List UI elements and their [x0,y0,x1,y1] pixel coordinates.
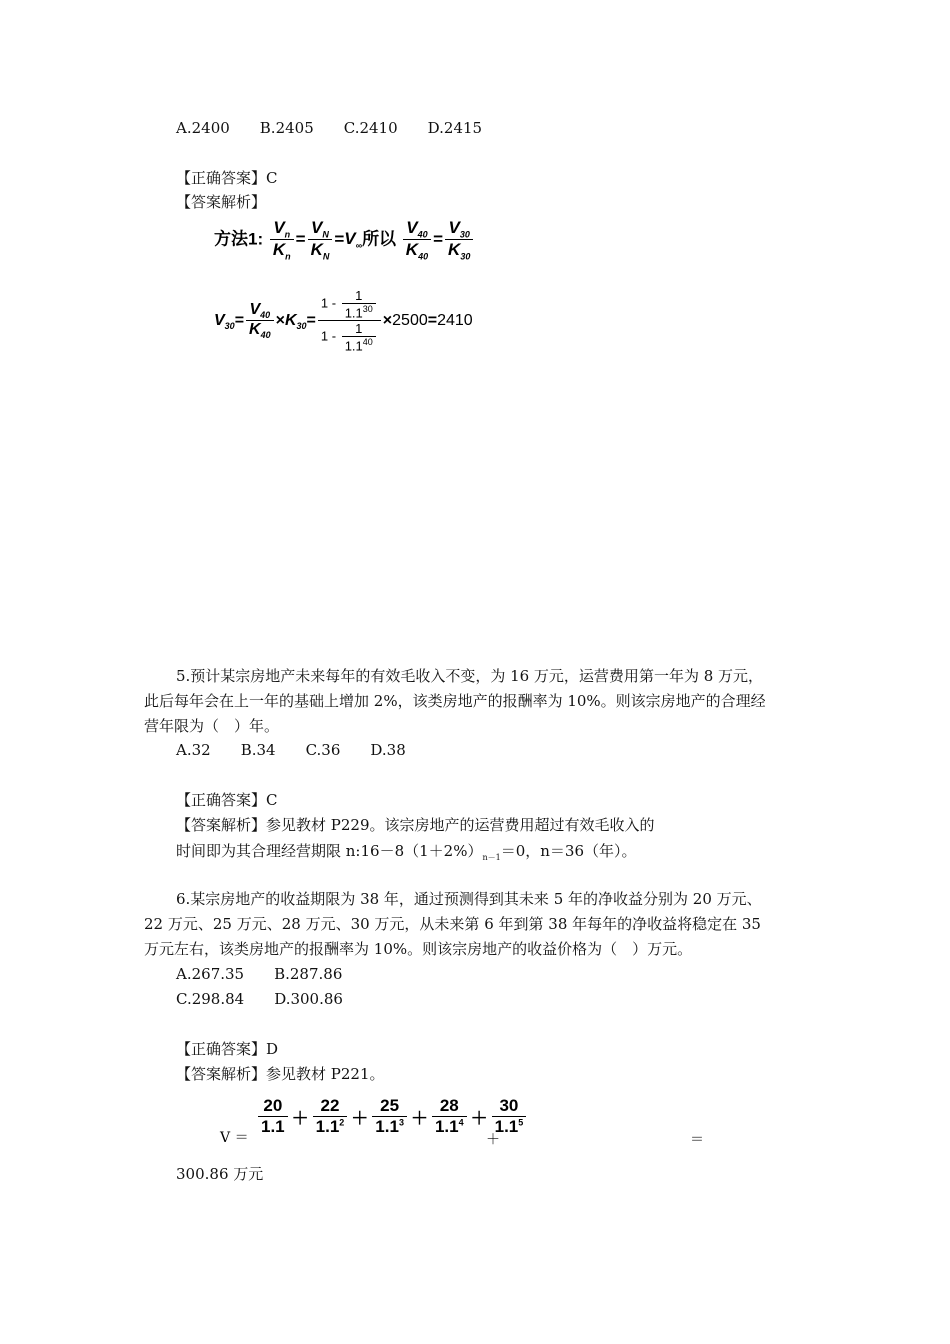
q6-analysis: 【答案解析】参见教材 P221。 [176,1065,385,1083]
exponent-n-minus-1: n－1 [482,853,501,862]
method-label: 方法1: [214,229,264,249]
fraction-v40-k40-2: $\frac{V_{40}}{K_{40}}$ [246,301,274,340]
q5-analysis-line2: 时间即为其合理经营期限 $n:16-8(1+2\%)_{n-1}=0$，n＝36（年）。 [176,842,637,862]
q4-options [176,118,512,138]
k30: $K_{30}$ [284,312,307,332]
term-1: $\frac{20}{1.1}$ [258,1096,288,1137]
q6-result: 300.86 万元 [176,1165,264,1183]
q5-correct-answer: 【正确答案】C [176,791,278,809]
fraction-vn-kn: $\frac{V_n}{K_n}$ [270,218,294,262]
v-infinity: $V_\infty$ [344,229,363,251]
q4-formula-line1: 方法1: $\frac{V_n}{K_n}$ = $\frac{V_N}{K_N}$ $=V_\infty$所以 $\frac{V_{40}}{K_{40}}$ = $\frac{V_{30}}{K_{30}}$ [214,218,475,262]
q6-option-d: D.300.86 [274,990,343,1008]
q5-option-b: B.34 [240,741,276,759]
q4-formula-line2: $V_{30}=$ $\frac{V_{40}}{K_{40}}$ $\times K_{30}=$ 1 - $\frac{1}{1.1^{30}}$ 1 - $\frac{1}{1.1^{40}}$ ×2500=2410 [214,288,473,354]
v30: $V_{30}$ [214,312,235,332]
q6-option-b: B.287.86 [274,965,343,983]
trailing-equals: ＝ [690,1132,704,1148]
annuity-ratio: 1 - $\frac{1}{1.1^{30}}$ 1 - $\frac{1}{1.1^{40}}$ [318,288,381,354]
q4-analysis-label: 【答案解析】 [176,193,267,211]
term-3: $\frac{25}{1.1^3}$ [372,1096,407,1137]
q5-stem-line2: 此后每年会在上一年的基础上增加 2%，该类房地产的报酬率为 10%。则该宗房地产的合理经 [144,692,766,710]
q5-analysis-line1: 【答案解析】参见教材 P229。该宗房地产的运营费用超过有效毛收入的 [176,816,655,834]
v-symbol: V ＝ [220,1130,249,1146]
q5-stem-line3: 营年限为（ ）年。 [144,717,280,735]
term-5: $\frac{30}{1.1^5}$ [492,1096,527,1137]
term-2: $\frac{22}{1.1^2}$ [313,1096,348,1137]
q4-correct-answer: 【正确答案】C [176,169,278,187]
term-4: $\frac{28}{1.1^4}$ [432,1096,467,1137]
so-label: 所以 [362,229,397,249]
result-value: 2410 [437,312,473,330]
q6-stem-line1: 6.某宗房地产的收益期限为 38 年，通过预测得到其未来 5 年的净收益分别为 20 万元、 [176,890,762,908]
discount-sum: $\frac{20}{1.1}$ ＋ $\frac{22}{1.1^2}$ ＋ $\frac{25}{1.1^3}$ ＋ $\frac{28}{1.1^4}$ ＋ $\frac{30}{1.1^5}$ [256,1096,528,1137]
fraction-vN-kN: $\frac{V_N}{K_N}$ [308,218,333,262]
fraction-v40-k40: $\frac{V_{40}}{K_{40}}$ [403,218,431,262]
q5-option-d: D.38 [370,741,406,759]
q6-option-a: A.267.35 [176,965,245,983]
q5-options [176,740,436,760]
q6-option-c: C.298.84 [176,990,245,1008]
q5-option-a: A.32 [176,741,211,759]
q6-formula [220,1096,720,1156]
q4-option-c: C.2410 [343,119,398,137]
q4-option-b: B.2405 [259,119,314,137]
q4-option-d: D.2415 [427,119,483,137]
fraction-v30-k30: $\frac{V_{30}}{K_{30}}$ [445,218,473,262]
q4-option-a: A.2400 [176,119,230,137]
q6-options-row2 [176,989,373,1009]
price-value: 2500 [392,312,428,330]
q5-option-c: C.36 [305,741,341,759]
trailing-plus: ＋ [486,1132,500,1148]
q6-options-row1 [176,964,372,984]
q6-stem-line3: 万元左右，该类房地产的报酬率为 10%。则该宗房地产的收益价格为（ ）万元。 [144,940,693,958]
q6-correct-answer: 【正确答案】D [176,1040,279,1058]
q6-stem-line2: 22 万元、25 万元、28 万元、30 万元，从未来第 6 年到第 38 年每年的净收益将稳定在 35 [144,915,761,933]
q5-stem-line1: 5.预计某宗房地产未来每年的有效毛收入不变，为 16 万元，运营费用第一年为 8 万元， [176,667,764,685]
